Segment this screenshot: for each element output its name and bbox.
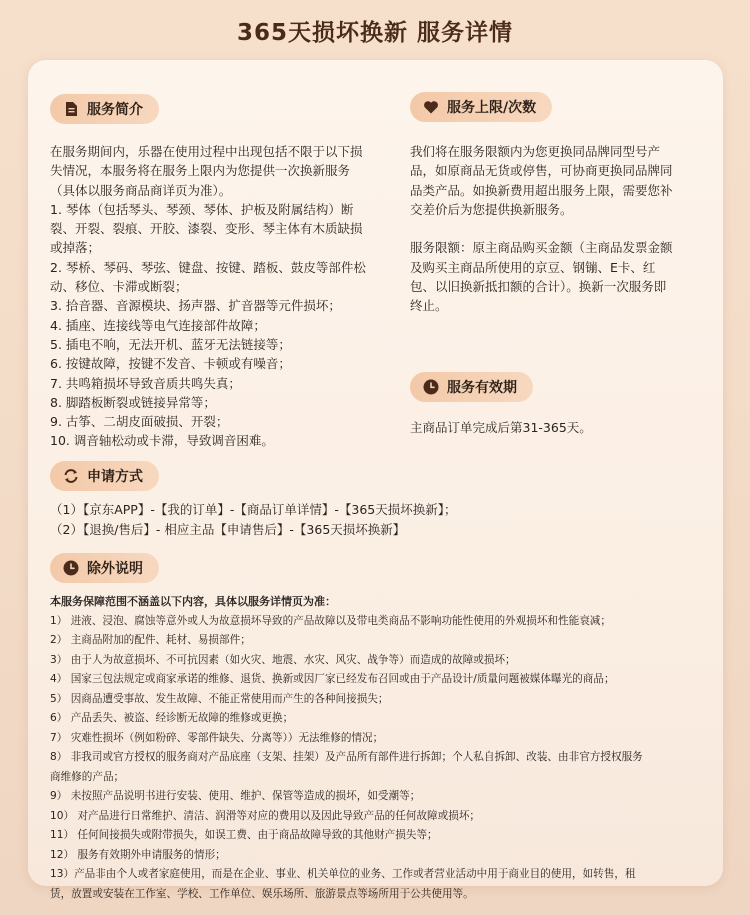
intro-text bbox=[50, 142, 366, 451]
intro-line: 10. 调音轴松动或卡滞，导致调音困难。 bbox=[50, 433, 274, 449]
intro-line: 1. 琴体（包括琴头、琴颈、琴体、护板及附属结构）断 bbox=[50, 201, 354, 217]
apply-heading: 申请方式 bbox=[87, 469, 143, 485]
exclusion-line: 3） 由于人为故意损坏、不可抗因素（如火灾、地震、水灾、风灾、战争等）而造成的故障或损坏； bbox=[50, 653, 516, 666]
exclusion-line: 11） 任何间接损失或附带损失，如误工费、由于商品故障导致的其他财产损失等； bbox=[50, 829, 438, 841]
clock-icon bbox=[422, 378, 440, 396]
apply-line: （1）【京东APP】-【我的订单】-【商品订单详情】-【365天损坏换新】； bbox=[50, 502, 457, 517]
intro-line: 裂、开裂、裂痕、开胶、漆裂、变形、琴主体有木质缺损 bbox=[50, 221, 363, 237]
exclusion-line: 1） 进液、浸泡、腐蚀等意外或人为故意损坏导致的产品故障以及带电类商品不影响功能性使用的外观损坏和性能衰减； bbox=[50, 614, 611, 627]
exclusion-line: 5） 因商品遭受事故、发生故障、不能正常使用而产生的各种间接损失； bbox=[50, 692, 389, 705]
exclusion-line: 13）产品非由个人或者家庭使用，而是在企业、事业、机关单位的业务、工作或者营业活动中用于商业目的使用，如转售，租 bbox=[50, 868, 636, 880]
limit-heading: 服务上限/次数 bbox=[447, 100, 537, 116]
exclusion-line: 10） 对产品进行日常维护、清洁、润滑等对应的费用以及因此导致产品的任何故障或损坏； bbox=[50, 809, 481, 822]
heart-icon bbox=[422, 98, 440, 116]
validity-heading: 服务有效期 bbox=[447, 380, 517, 396]
section-heading-validity bbox=[410, 372, 533, 402]
intro-line: 6. 按键故障，按键不发音、卡顿或有噪音； bbox=[50, 356, 291, 372]
intro-line: 7. 共鸣箱损坏导致音质共鸣失真； bbox=[50, 375, 241, 391]
intro-line: 失情况，本服务将在服务上限内为您提供一次换新服务 bbox=[50, 163, 351, 179]
exclusion-line: 12） 服务有效期外申请服务的情形； bbox=[50, 848, 226, 861]
intro-line: 8. 脚踏板断裂或链接异常等； bbox=[50, 394, 216, 410]
limit-line: 包、以旧换新抵扣额的合计）。换新一次服务即 bbox=[410, 279, 667, 295]
limit-line: 品类产品。如换新费用超出服务上限，需要您补 bbox=[410, 182, 673, 198]
exclusions-text bbox=[50, 592, 643, 904]
intro-line: 9. 古筝、二胡皮面破损、开裂； bbox=[50, 414, 229, 430]
apply-text bbox=[50, 500, 456, 540]
intro-line: 4. 插座、连接线等电气连接部件故障； bbox=[50, 317, 266, 333]
apply-line: （2）【退换/售后】- 相应主品【申请售后】-【365天损坏换新】 bbox=[50, 522, 406, 537]
intro-line: 或掉落； bbox=[50, 240, 101, 256]
document-icon bbox=[62, 100, 80, 118]
clock-icon bbox=[62, 559, 80, 577]
section-heading-exclusions bbox=[50, 553, 159, 583]
section-heading-intro bbox=[50, 94, 159, 124]
section-heading-apply bbox=[50, 461, 159, 491]
exclusion-line: 4） 国家三包法规定或商家承诺的维修、退货、换新或因厂家已经发布召回或由于产品设计/质量问题被媒体曝光的商品； bbox=[50, 673, 615, 685]
exclusion-line: 8） 非我司或官方授权的服务商对产品底座（支架、挂架）及产品所有部件进行拆卸；个人私自拆卸、改装、由非官方授权服务 bbox=[50, 751, 643, 763]
limit-line: 我们将在服务限额内为您更换同品牌同型号产 bbox=[410, 144, 661, 159]
exclusion-line: 商维修的产品； bbox=[50, 770, 125, 783]
exclusion-line: 2） 主商品附加的配件、耗材、易损部件； bbox=[50, 634, 251, 646]
limit-line: 终止。 bbox=[410, 298, 448, 314]
exclusion-line: 赁，放置或安装在工作室、学校、工作单位、娱乐场所、旅游景点等场所用于公共使用等。 bbox=[50, 887, 474, 900]
exclusions-heading: 除外说明 bbox=[87, 561, 143, 577]
intro-line: 动、移位、卡滞或断裂； bbox=[50, 279, 188, 295]
swap-icon bbox=[62, 467, 80, 485]
exclusion-line: 6） 产品丢失、被盗、经诊断无故障的维修或更换； bbox=[50, 712, 294, 724]
limit-line bbox=[410, 219, 673, 238]
limit-line: 品，如原商品无货或停售，可协商更换同品牌同 bbox=[410, 163, 673, 179]
limit-line: 服务限额：原主商品购买金额（主商品发票金额 bbox=[410, 240, 673, 256]
exclusion-line: 9） 未按照产品说明书进行安装、使用、维护、保管等造成的损坏，如受潮等； bbox=[50, 790, 421, 802]
intro-line: （具体以服务商品商详页为准）。 bbox=[50, 182, 232, 198]
limit-line: 交差价后为您提供换新服务。 bbox=[410, 201, 573, 217]
limit-text bbox=[410, 142, 673, 316]
section-heading-limit bbox=[410, 92, 552, 122]
intro-line: 5. 插电不响，无法开机、蓝牙无法链接等； bbox=[50, 336, 291, 352]
details-card bbox=[28, 60, 723, 900]
intro-line: 2. 琴桥、琴码、琴弦、键盘、按键、踏板、鼓皮等部件松 bbox=[50, 259, 366, 275]
intro-heading: 服务简介 bbox=[87, 102, 143, 118]
limit-line: 及购买主商品所使用的京豆、钢镚、E卡、红 bbox=[410, 259, 656, 275]
exclusions-intro: 本服务保障范围不涵盖以下内容，具体以服务详情页为准： bbox=[50, 595, 336, 608]
intro-line: 3. 拾音器、音源模块、扬声器、扩音器等元件损坏； bbox=[50, 298, 341, 314]
page-title: 365天损坏换新 服务详情 bbox=[236, 20, 514, 46]
validity-text: 主商品订单完成后第31-365天。 bbox=[410, 420, 592, 435]
intro-line: 在服务期间内，乐器在使用过程中出现包括不限于以下损 bbox=[50, 144, 363, 159]
exclusion-line: 7） 灾难性损坏（例如粉碎、零部件缺失、分离等））无法维修的情况； bbox=[50, 731, 384, 744]
